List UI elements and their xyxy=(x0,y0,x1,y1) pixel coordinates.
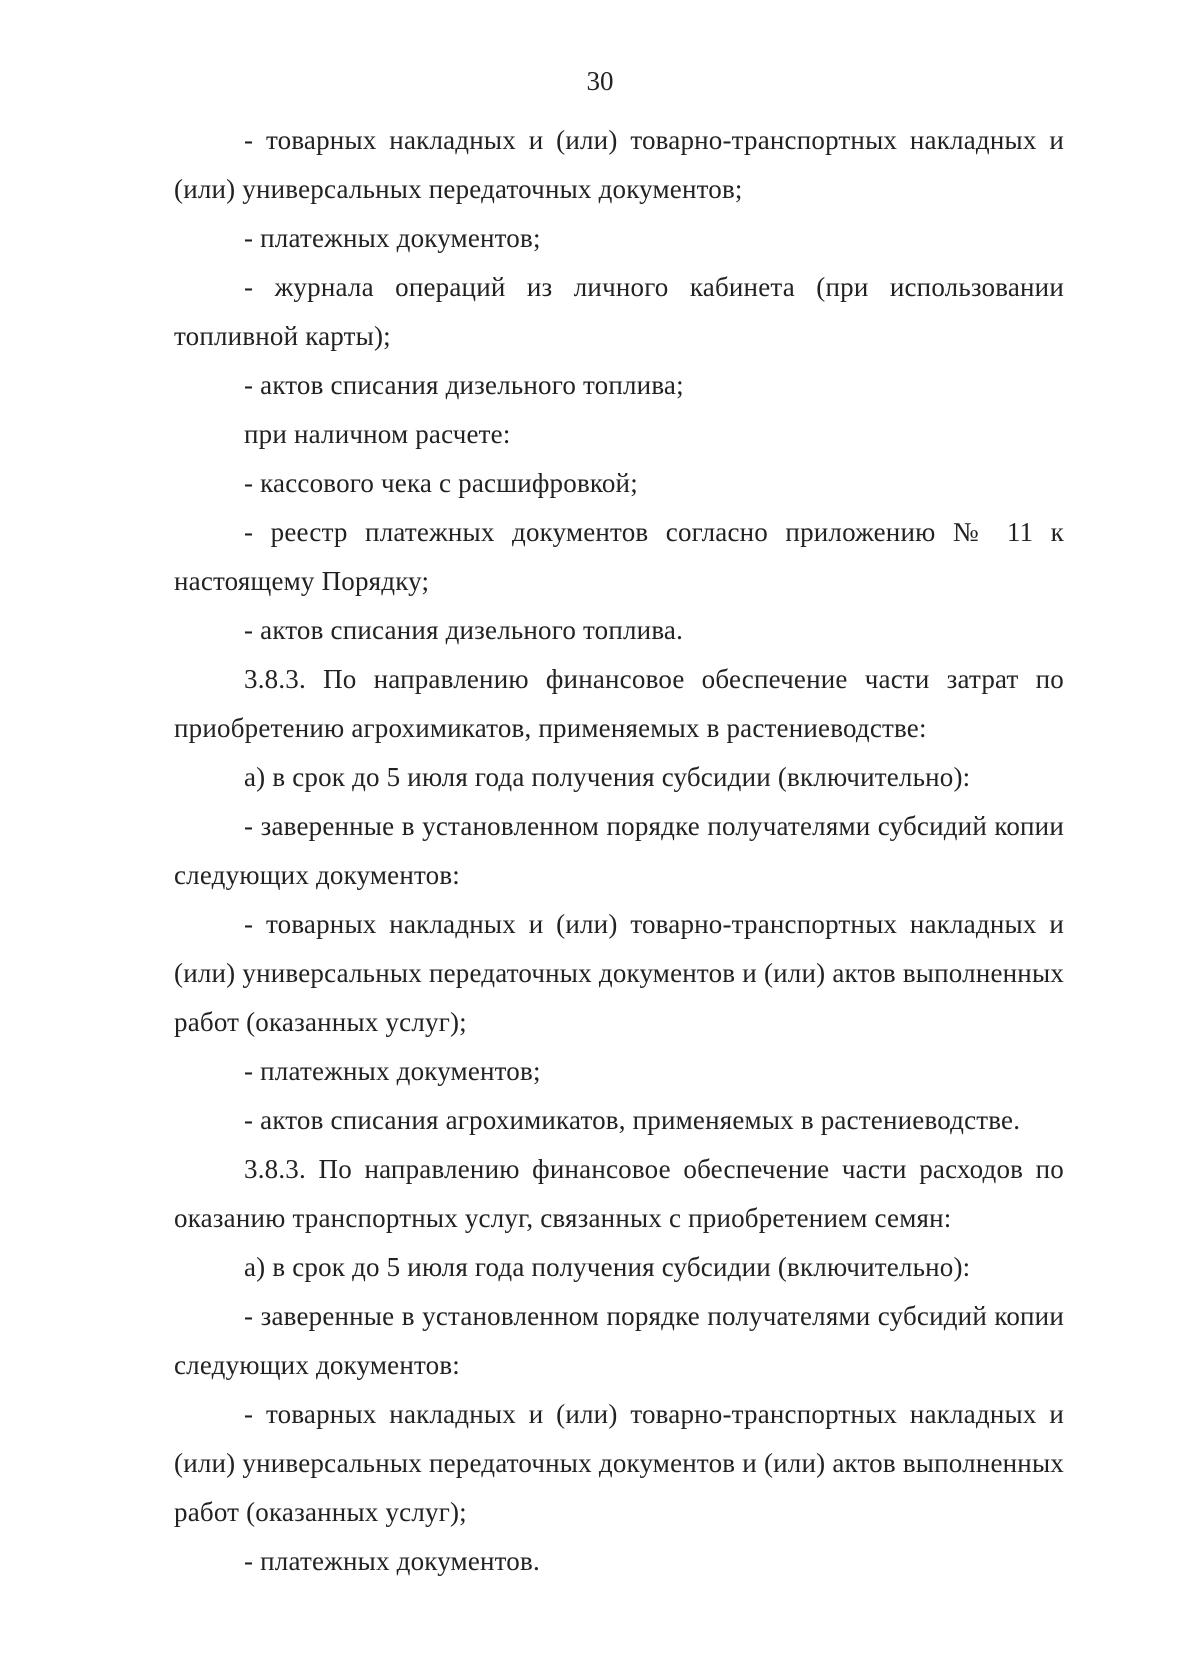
list-item-diesel-writeoff-acts-2: - актов списания дизельного топлива. xyxy=(244,615,684,645)
deadline-clause-a-2: а) в срок до 5 июля года получения субсидии (включительно): xyxy=(244,1252,971,1282)
list-item-payment-register: - реестр платежных документов согласно приложению № 11 к настоящему Порядку; xyxy=(174,517,1064,596)
page-number: 30 xyxy=(586,66,614,96)
list-item-cash-receipt: - кассового чека с расшифровкой; xyxy=(244,468,638,498)
list-item-diesel-writeoff-acts: - актов списания дизельного топлива; xyxy=(244,370,684,400)
deadline-clause-a: а) в срок до 5 июля года получения субсидии (включительно): xyxy=(244,762,971,792)
list-item-payment-documents-3: - платежных документов. xyxy=(244,1546,540,1576)
list-item-agrochemicals-writeoff-acts: - актов списания агрохимикатов, применяемых в растениеводстве. xyxy=(244,1105,1021,1135)
list-item-payment-documents: - платежных документов; xyxy=(244,223,541,253)
certified-copies-clause-2: - заверенные в установленном порядке получателями субсидий копии следующих документов: xyxy=(174,1301,1064,1380)
list-item-consignment-notes: - товарных накладных и (или) товарно-транспортных накладных и (или) универсальных передаточных документов; xyxy=(174,125,1064,204)
section-3-8-3-agrochemicals: 3.8.3. По направлению финансовое обеспечение части затрат по приобретению агрохимикатов, применяемых в растениеводстве: xyxy=(174,664,1064,743)
section-3-8-3-transport-services: 3.8.3. По направлению финансовое обеспечение части расходов по оказанию транспортных услуг, связанных с приобретением семян: xyxy=(174,1154,1064,1233)
certified-copies-clause: - заверенные в установленном порядке получателями субсидий копии следующих документов: xyxy=(174,811,1064,890)
document-body xyxy=(174,116,1064,1586)
list-item-operations-journal: - журнала операций из личного кабинета (при использовании топливной карты); xyxy=(174,272,1064,351)
cash-payment-heading: при наличном расчете: xyxy=(244,419,511,449)
list-item-payment-documents-2: - платежных документов; xyxy=(244,1056,541,1086)
list-item-consignment-notes-2: - товарных накладных и (или) товарно-транспортных накладных и (или) универсальных передаточных документов и (или) актов выполненных работ (оказанных услуг); xyxy=(174,909,1064,1037)
list-item-consignment-notes-3: - товарных накладных и (или) товарно-транспортных накладных и (или) универсальных передаточных документов и (или) актов выполненных работ (оказанных услуг); xyxy=(174,1399,1064,1527)
